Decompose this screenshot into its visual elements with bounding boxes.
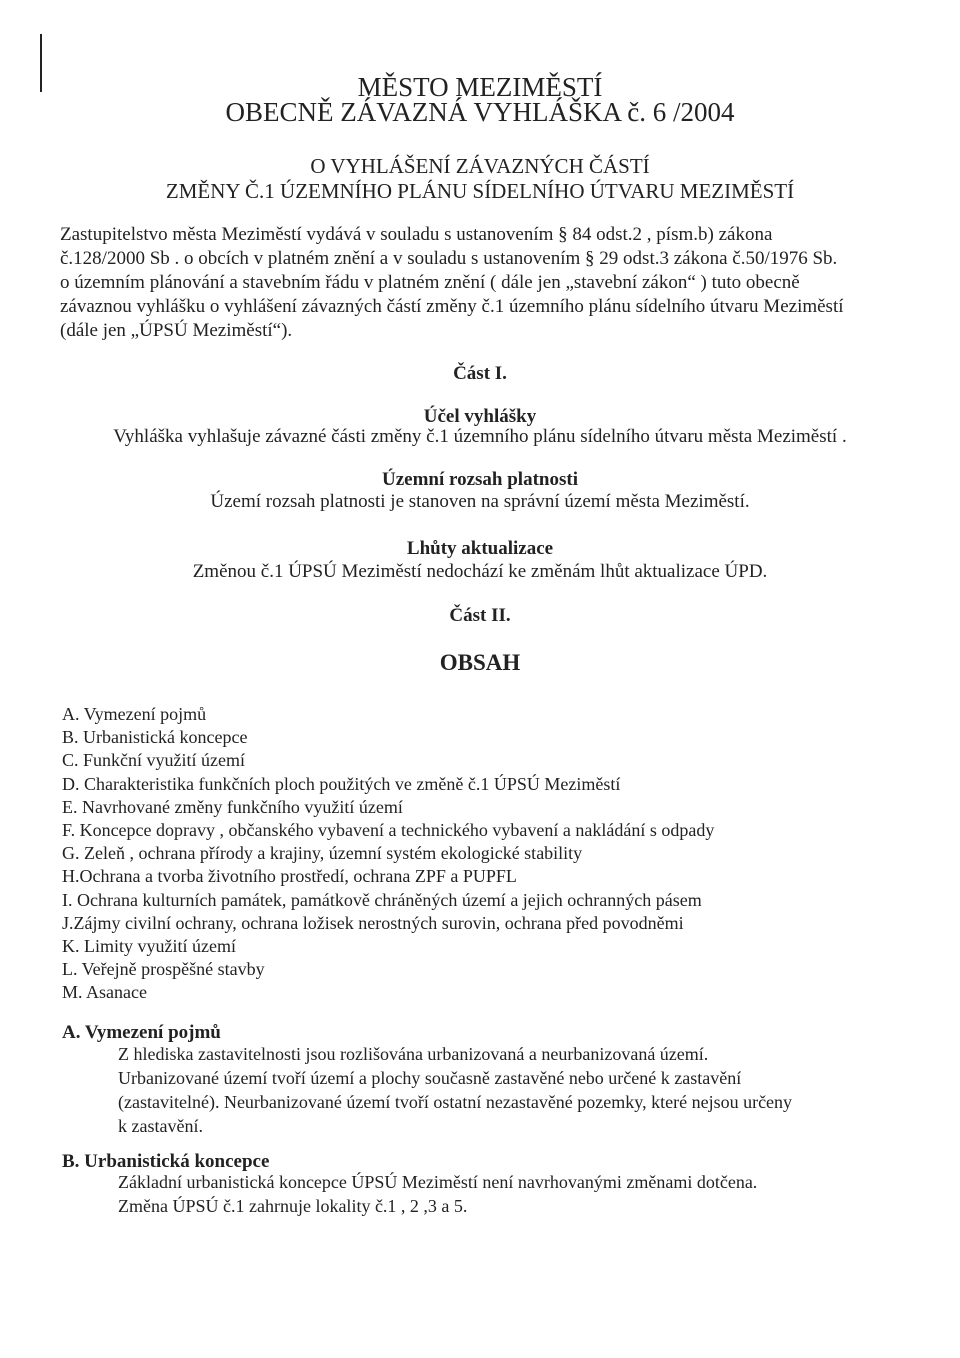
intro-line-2: č.128/2000 Sb . o obcích v platném znění a v souladu s ustanovením § 29 odst.3 zákona č.50/1976 Sb. — [60, 248, 838, 269]
part-2-label: Část II. — [449, 605, 511, 626]
city-title: MĚSTO MEZIMĚSTÍ — [357, 72, 603, 102]
section-a-line-4: k zastavění. — [118, 1116, 203, 1136]
section-a-line-1: Z hlediska zastavitelnosti jsou rozlišována urbanizovaná a neurbanizovaná území. — [118, 1044, 709, 1064]
toc-item: A. Vymezení pojmů — [62, 704, 207, 724]
intro-line-4: závaznou vyhlášku o vyhlášení závazných částí změny č.1 územního plánu sídelního útvaru Meziměstí — [60, 296, 844, 317]
toc-item: M. Asanace — [62, 982, 147, 1003]
toc-item: G. Zeleň , ochrana přírody a krajiny, územní systém ekologické stability — [62, 843, 583, 864]
toc-item: J.Zájmy civilní ochrany, ochrana ložisek nerostných surovin, ochrana před povodněmi — [62, 912, 684, 933]
scope-text: Území rozsah platnosti je stanoven na správní území města Meziměstí. — [210, 491, 750, 512]
toc-item: I. Ochrana kulturních památek, památkově chráněných území a jejich ochranných pásem — [62, 889, 702, 910]
subtitle-line-1: O VYHLÁŠENÍ ZÁVAZNÝCH ČÁSTÍ — [310, 154, 650, 178]
scope-heading: Územní rozsah platnosti — [382, 469, 578, 490]
section-b-title: B. Urbanistická koncepce — [62, 1151, 270, 1172]
toc-item: H.Ochrana a tvorba životního prostředí, ochrana ZPF a PUPFL — [62, 866, 517, 887]
intro-line-1: Zastupitelstvo města Meziměstí vydává v souladu s ustanovením § 84 odst.2 , písm.b) zákona — [60, 224, 773, 245]
purpose-heading: Účel vyhlášky — [423, 406, 537, 427]
purpose-text: Vyhláška vyhlašuje závazné části změny č.1 územního plánu sídelního útvaru města Meziměstí . — [113, 426, 847, 447]
toc-item: D. Charakteristika funkčních ploch použitých ve změně č.1 ÚPSÚ Meziměstí — [62, 773, 621, 794]
contents-heading: OBSAH — [439, 650, 521, 675]
intro-line-5: (dále jen „ÚPSÚ Meziměstí“). — [60, 320, 293, 341]
table-of-contents — [62, 703, 714, 1005]
deadline-heading: Lhůty aktualizace — [406, 538, 554, 559]
section-a-title: A. Vymezení pojmů — [62, 1022, 221, 1043]
toc-item: C. Funkční využití území — [62, 750, 245, 771]
part-1-label: Část I. — [453, 363, 507, 384]
toc-item: F. Koncepce dopravy , občanského vybavení a technického vybavení a nakládání s odpady — [62, 820, 715, 841]
section-a-line-2: Urbanizované území tvoří území a plochy současně zastavěné nebo určené k zastavění — [118, 1068, 742, 1088]
section-b-line-2: Změna ÚPSÚ č.1 zahrnuje lokality č.1 , 2 ,3 a 5. — [118, 1196, 468, 1216]
section-b-line-1: Základní urbanistická koncepce ÚPSÚ Meziměstí není navrhovanými změnami dotčena. — [118, 1172, 758, 1192]
toc-item: B. Urbanistická koncepce — [62, 727, 248, 748]
intro-line-3: o územním plánování a stavebním řádu v platném znění ( dále jen „stavební zákon“ ) tuto obecně — [60, 272, 800, 293]
section-a-line-3: (zastavitelné). Neurbanizované území tvoří ostatní nezastavěné pozemky, které nejsou určeny — [118, 1092, 793, 1112]
subtitle-line-2: ZMĚNY Č.1 ÚZEMNÍHO PLÁNU SÍDELNÍHO ÚTVARU MEZIMĚSTÍ — [165, 179, 795, 203]
toc-item: K. Limity využití území — [62, 936, 236, 957]
toc-item: L. Veřejně prospěšné stavby — [62, 959, 265, 980]
document-title: OBECNĚ ZÁVAZNÁ VYHLÁŠKA č. 6 /2004 — [225, 97, 735, 127]
toc-item: E. Navrhované změny funkčního využití území — [62, 796, 403, 817]
deadline-text: Změnou č.1 ÚPSÚ Meziměstí nedochází ke změnám lhůt aktualizace ÚPD. — [192, 561, 768, 582]
